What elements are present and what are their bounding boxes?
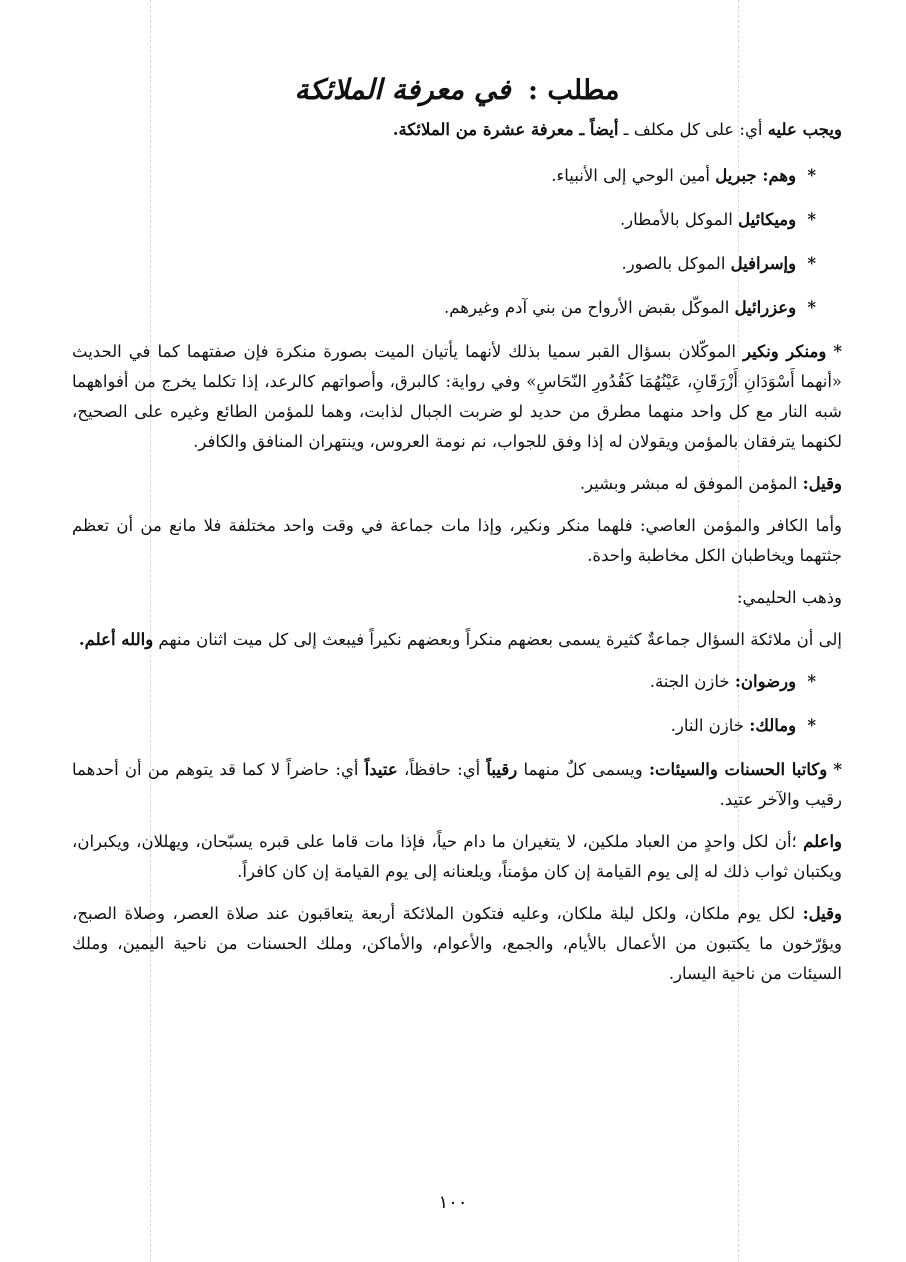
angel-name: ورضوان: — [734, 672, 797, 691]
bullet-mark: * — [833, 342, 842, 361]
angel-item-israfil — [72, 249, 816, 279]
munkar-nakir-paragraph — [72, 337, 842, 457]
angel-item-ridwan — [72, 667, 816, 697]
halimi-text: إلى أن ملائكة السؤال جماعةٌ كثيرة يسمى بعضهم منكراً وبعضهم نكيراً فيبعث إلى كل ميت اثنان منهم — [158, 630, 842, 649]
halimi-paragraph — [72, 625, 842, 655]
bullet-mark: * — [807, 716, 816, 735]
angel-item-malik — [72, 711, 816, 741]
ilam-lead: واعلم — [803, 832, 842, 851]
kataba-text-2: أي: حافظاً، — [403, 760, 481, 779]
bullet-mark: * — [807, 254, 816, 273]
munkar-text: الموكّلان بسؤال القبر سميا بذلك لأنهما يأتيان الميت بصورة منكرة فإن صفتهما كما في الحديث «أنهما أَسْوَدَانِ أَزْرَقَانِ، عَيْنُهُمَا كَقُدُورِ النّحَاسِ» وفي رواية: كالبرق، وأصواتهم كالرعد، إذا تكلما يخرج من أفواههما شبه النار مع كل واحد منهما مطرق من حديد لو ضربت الجبال لذابت، وهما للمؤمن الطائع وغيره على الصحيح، لكنهما يترفقان بالمؤمن ويقولان له إذا وفق للجواب، نم نومة العروس، وينتهران المنافق والكافر. — [72, 342, 842, 451]
angel-desc: الموكل بالصور. — [621, 254, 726, 273]
angel-desc: أمين الوحي إلى الأنبياء. — [551, 166, 710, 185]
angel-desc: خازن الجنة. — [649, 672, 730, 691]
qila-lead: وقيل: — [802, 474, 842, 493]
bullet-mark: * — [807, 298, 816, 317]
intro-bold: أيضاً ـ معرفة عشرة من الملائكة. — [392, 120, 619, 139]
title-prefix: مطلب : — [528, 75, 620, 106]
qila-paragraph-2 — [72, 899, 842, 989]
document-page — [72, 70, 842, 1001]
qila-text: لكل يوم ملكان، ولكل ليلة ملكان، وعليه فتكون الملائكة أربعة يتعاقبون عند صلاة العصر، وصلاة الصبح، ويؤرّخون ما يكتبون من الأعمال بالأيام، والجمع، والأعوام، والأماكن، وملك الحسنات من ناحية اليمين، وملك السيئات من ناحية اليسار. — [72, 904, 842, 983]
angel-item-mikail — [72, 205, 816, 235]
section-title — [72, 70, 842, 111]
angel-name: وهم: جبريل — [715, 166, 797, 185]
title-main: في معرفة الملائكة — [294, 73, 511, 106]
munkar-name: ومنكر ونكير — [743, 342, 827, 361]
kataba-raqib: رقيباً — [486, 760, 518, 779]
intro-text: أي: على كل مكلف ـ — [623, 120, 763, 139]
kataba-atid: عتيداً — [364, 760, 398, 779]
angel-name: وعزرائيل — [734, 298, 797, 317]
angel-name: وميكائيل — [738, 210, 797, 229]
ilam-text: ؛أن لكل واحدٍ من العباد ملكين، لا يتغيران ما دام حياً، فإذا مات قاما على قبره يسبّحان، ويهللان، ويكبران، ويكتبان ثواب ذلك له إلى يوم القيامة إن كان مؤمناً، ويلعنانه إلى يوم القيامة إن كان كافراً. — [72, 832, 842, 881]
bullet-mark: * — [807, 166, 816, 185]
kafir-paragraph: وأما الكافر والمؤمن العاصي: فلهما منكر ونكير، وإذا مات جماعة في وقت واحد مختلفة فلا مانع من أن تعظم جثتهما ويخاطبان الكل مخاطبة واحدة. — [72, 516, 842, 565]
bullet-mark: * — [807, 210, 816, 229]
halimi-bold: والله أعلم. — [78, 630, 154, 649]
angel-name: وإسرافيل — [730, 254, 797, 273]
angel-desc: الموكل بالأمطار. — [619, 210, 733, 229]
kataba-name: وكاتبا الحسنات والسيئات: — [648, 760, 828, 779]
qila-lead: وقيل: — [802, 904, 842, 923]
qila-paragraph-1 — [72, 469, 842, 499]
angel-name: ومالك: — [749, 716, 797, 735]
bullet-mark: * — [833, 760, 843, 779]
qila-text: المؤمن الموفق له مبشر وبشير. — [579, 474, 798, 493]
angel-desc: خازن النار. — [670, 716, 744, 735]
page-number: ١٠٠ — [438, 1192, 468, 1213]
angel-desc: الموكّل بقبض الأرواح من بني آدم وغيرهم. — [444, 298, 730, 317]
intro-lead: ويجب عليه — [767, 120, 842, 139]
ilam-paragraph — [72, 827, 842, 887]
halimi-intro: وذهب الحليمي: — [736, 588, 842, 607]
bullet-mark: * — [807, 672, 816, 691]
kataba-text-1: ويسمى كلٌ منهما — [523, 760, 643, 779]
kataba-paragraph — [72, 755, 842, 815]
kataba-text-3: أي: حاضراً لا كما قد يتوهم من أن أحدهما رقيب والآخر عتيد. — [72, 760, 842, 809]
angel-item-jibril — [72, 161, 816, 191]
intro-paragraph — [72, 115, 842, 145]
angel-item-azrail — [72, 293, 816, 323]
